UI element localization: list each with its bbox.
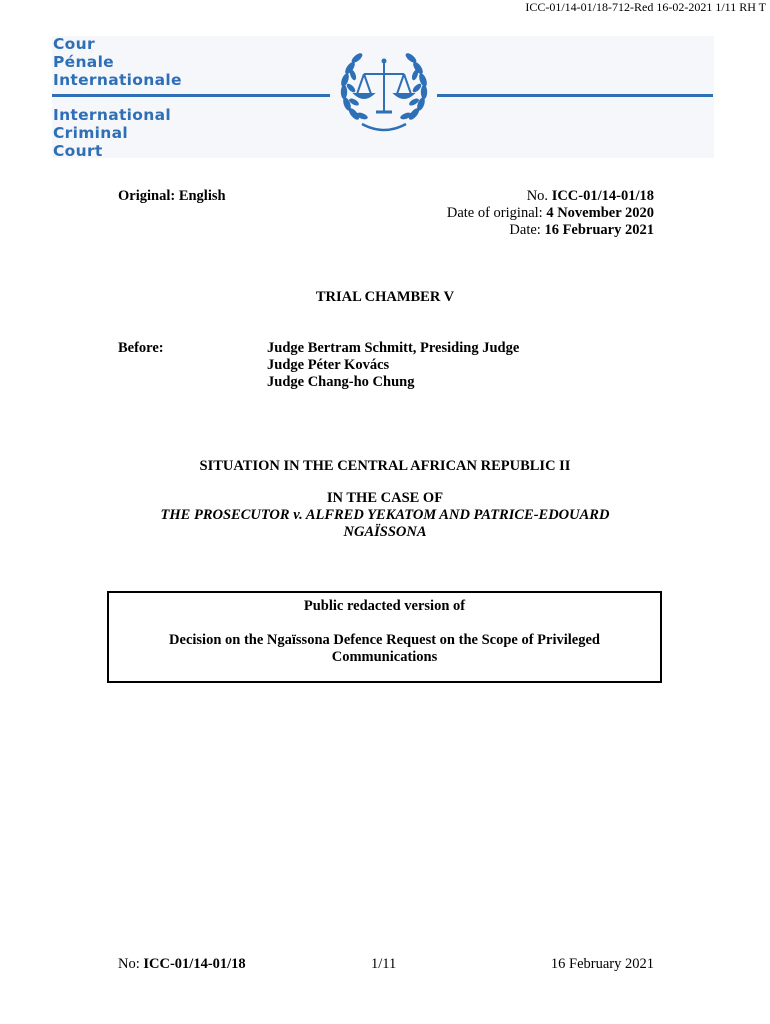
situation-heading: SITUATION IN THE CENTRAL AFRICAN REPUBLIC II	[199, 458, 571, 474]
date-of-original-line	[447, 205, 654, 222]
case-title	[0, 490, 770, 541]
judges-list	[267, 340, 519, 391]
case-header-info	[447, 188, 654, 239]
judge-name: Judge Bertram Schmitt, Presiding Judge	[267, 340, 520, 356]
logo-divider-left	[52, 94, 330, 97]
original-language: Original: English	[118, 188, 226, 204]
document-date: 16 February 2021	[544, 222, 654, 238]
footer-no-prefix: No:	[118, 956, 144, 972]
judge-name: Judge Péter Kovács	[267, 357, 390, 373]
footer-no-value: ICC-01/14-01/18	[143, 956, 246, 972]
case-number-prefix: No.	[526, 188, 552, 204]
case-name-line: NGAÏSSONA	[343, 524, 427, 540]
decision-title-line: Communications	[331, 649, 438, 665]
logo-line: Pénale	[53, 53, 114, 71]
case-intro: IN THE CASE OF	[326, 490, 444, 506]
decision-title-line: Decision on the Ngaïssona Defence Request on the Scope of Privileged	[169, 632, 600, 648]
before-label: Before:	[118, 340, 164, 356]
case-number: ICC-01/14-01/18	[551, 188, 654, 204]
scales-of-justice-laurel-icon	[334, 44, 434, 134]
logo-line: Criminal	[53, 124, 129, 142]
decision-title-box	[107, 591, 662, 683]
redaction-note: Public redacted version of	[303, 598, 466, 614]
logo-line: International	[53, 106, 171, 124]
date-of-original-prefix: Date of original:	[446, 205, 547, 221]
logo-english-name	[53, 106, 171, 160]
logo-divider-right	[437, 94, 713, 97]
case-name-line: THE PROSECUTOR v. ALFRED YEKATOM AND PATRICE-EDOUARD	[160, 507, 610, 523]
logo-french-name	[53, 35, 182, 89]
date-line	[447, 222, 654, 239]
logo-line: Internationale	[53, 71, 182, 89]
document-reference: ICC-01/14-01/18-712-Red 16-02-2021 1/11 RH T	[525, 0, 766, 14]
chamber-heading: TRIAL CHAMBER V	[315, 289, 455, 305]
footer-date: 16 February 2021	[550, 956, 654, 972]
date-prefix: Date:	[509, 222, 545, 238]
footer-page-number: 1/11	[371, 956, 397, 972]
date-of-original: 4 November 2020	[546, 205, 654, 221]
footer-case-number	[118, 956, 246, 973]
logo-line: Court	[53, 142, 103, 160]
case-number-line	[447, 188, 654, 205]
judge-name: Judge Chang-ho Chung	[267, 374, 415, 390]
logo-line: Cour	[53, 35, 95, 53]
